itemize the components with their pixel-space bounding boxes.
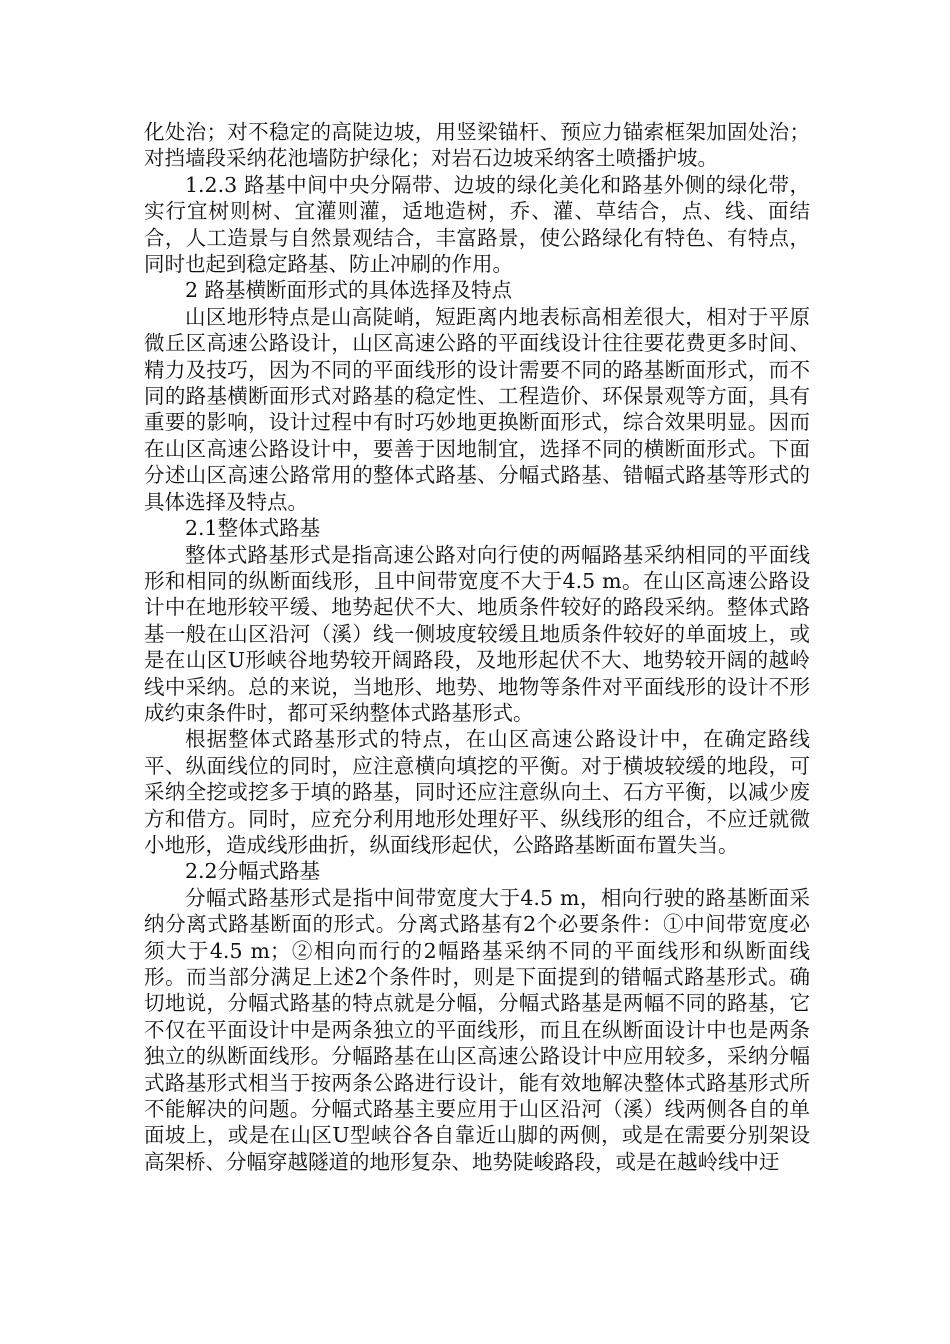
document-page	[144, 119, 810, 1175]
paragraph-terrain: 山区地形特点是山高陡峭，短距离内地表标高相差很大，相对于平原微丘区高速公路设计，山区高速公路的平面线设计往往要花费更多时间、精力及技巧，因为不同的平面线形的设计需要不同的路基断面形式，而不同的路基横断面形式对路基的稳定性、工程造价、环保景观等方面，具有重要的影响，设计过程中有时巧妙地更换断面形式，综合效果明显。因而在山区高速公路设计中，要善于因地制宜，选择不同的横断面形式。下面分述山区高速公路常用的整体式路基、分幅式路基、错幅式路基等形式的具体选择及特点。	[144, 304, 810, 514]
paragraph-1-2-3: 1.2.3 路基中间中央分隔带、边坡的绿化美化和路基外侧的绿化带，实行宜树则树、宜灌则灌，适地造树，乔、灌、草结合，点、线、面结合，人工造景与自然景观结合，丰富路景，使公路绿化有特色、有特点，同时也起到稳定路基、防止冲刷的作用。	[144, 172, 810, 277]
section-heading-2: 2 路基横断面形式的具体选择及特点	[185, 278, 513, 303]
paragraph-integral-definition: 整体式路基形式是指高速公路对向行使的两幅路基采纳相同的平面线形和相同的纵断面线形，且中间带宽度不大于4.5 m。在山区高速公路设计中在地形较平缓、地势起伏不大、地质条件较好的路段采纳。整体式路基一般在山区沿河（溪）线一侧坡度较缓且地质条件较好的单面坡上，或是在山区U形峡谷地势较开阔路段，及地形起伏不大、地势较开阔的越岭线中采纳。总的来说，当地形、地势、地物等条件对平面线形的设计不形成约束条件时，都可采纳整体式路基形式。	[144, 542, 810, 725]
paragraph-continuation: 化处治；对不稳定的高陡边坡，用竖梁锚杆、预应力锚索框架加固处治；对挡墙段采纳花池墙防护绿化；对岩石边坡采纳客土喷播护坡。	[144, 120, 810, 171]
paragraph-integral-design: 根据整体式路基形式的特点，在山区高速公路设计中，在确定路线平、纵面线位的同时，应注意横向填挖的平衡。对于横坡较缓的地段，可采纳全挖或挖多于填的路基，同时还应注意纵向土、石方平衡，以减少废方和借方。同时，应充分利用地形处理好平、纵线形的组合，不应迁就微小地形，造成线形曲折，纵面线形起伏，公路路基断面布置失当。	[144, 727, 810, 857]
paragraph-split-definition: 分幅式路基形式是指中间带宽度大于4.5 m，相向行驶的路基断面采纳分离式路基断面的形式。分离式路基有2个必要条件：①中间带宽度必须大于4.5 m；②相向而行的2幅路基采纳不同的平面线形和纵断面线形。而当部分满足上述2个条件时，则是下面提到的错幅式路基形式。确切地说，分幅式路基的特点就是分幅，分幅式路基是两幅不同的路基，它不仅在平面设计中是两条独立的平面线形，而且在纵断面设计中也是两条独立的纵断面线形。分幅路基在山区高速公路设计中应用较多，采纳分幅式路基形式相当于按两条公路进行设计，能有效地解决整体式路基形式所不能解决的问题。分幅式路基主要应用于山区沿河（溪）线两侧各自的单面坡上，或是在山区U型峡谷各自靠近山脚的两侧，或是在需要分别架设高架桥、分幅穿越隧道的地形复杂、地势陡峻路段，或是在越岭线中迂	[144, 885, 810, 1174]
section-heading-2-2: 2.2分幅式路基	[185, 859, 321, 884]
section-heading-2-1: 2.1整体式路基	[185, 516, 321, 541]
